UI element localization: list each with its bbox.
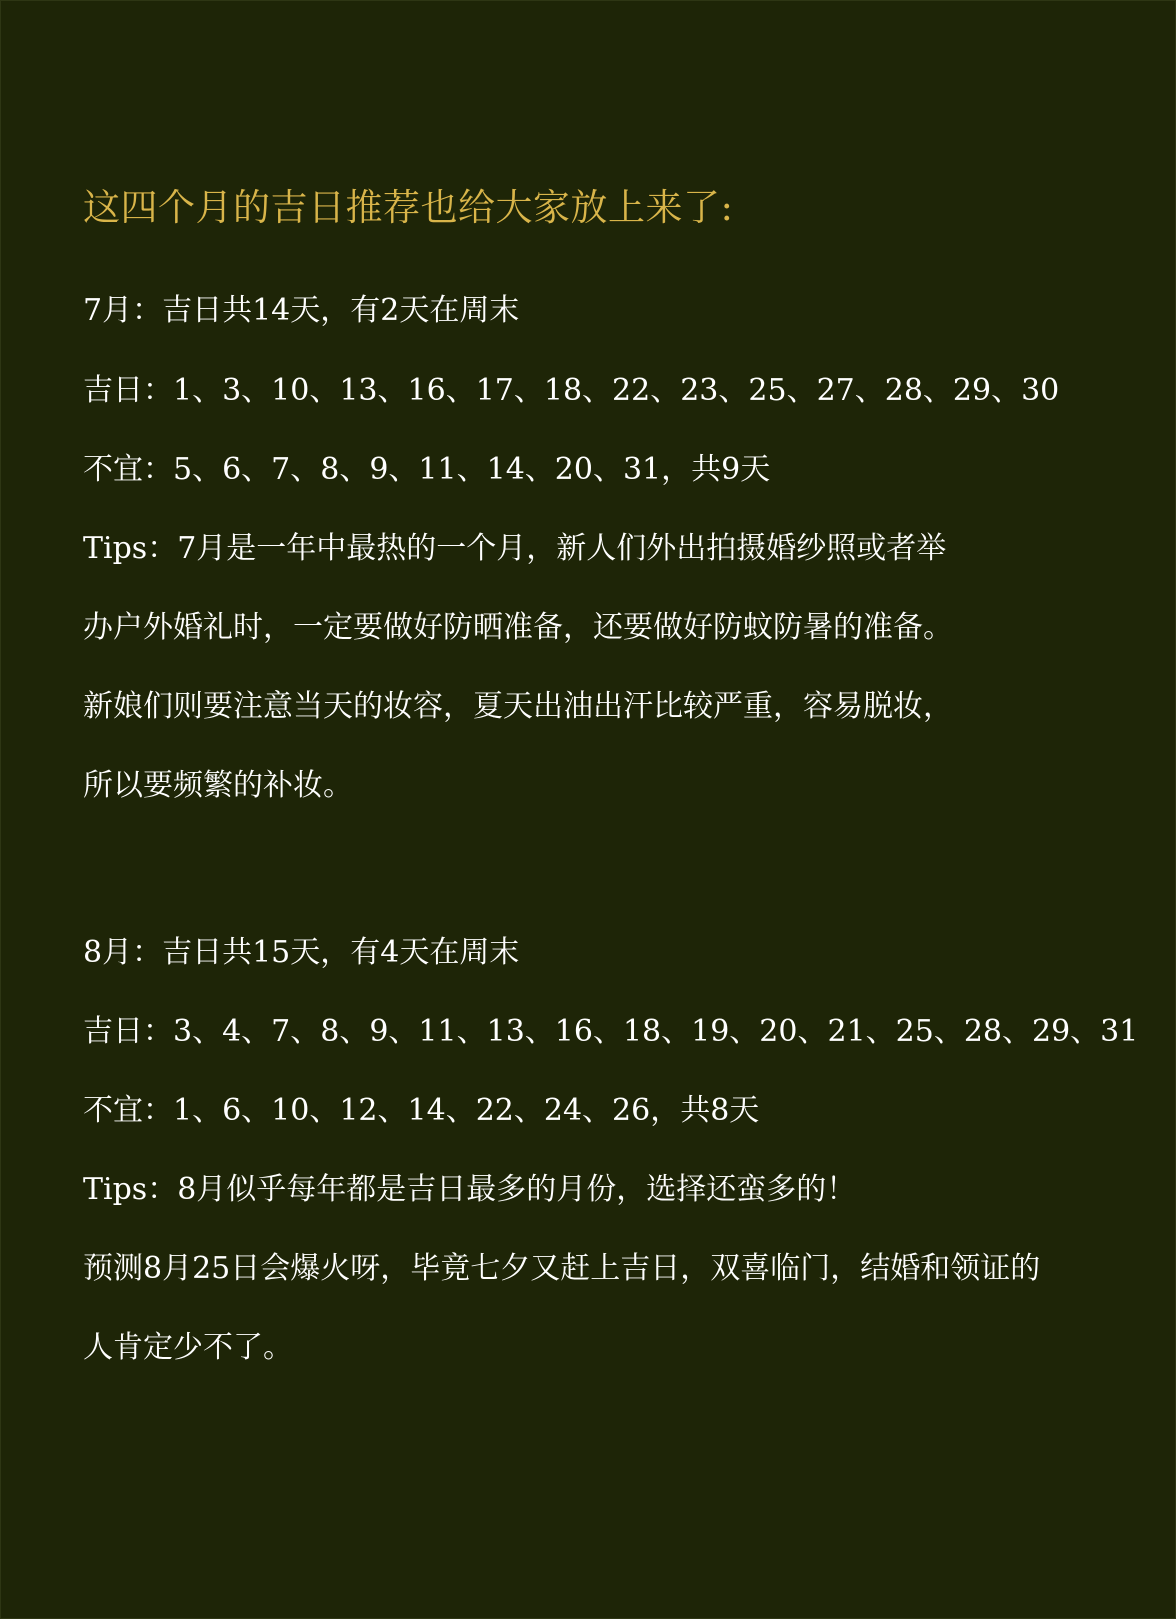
- august-tips-line-2: 预测8月25日会爆火呀，毕竟七夕又赶上吉日，双喜临门，结婚和领证的: [83, 1251, 1041, 1286]
- july-summary: 7月：吉日共14天，有2天在周末: [83, 293, 520, 328]
- july-bad-days: 不宜：5、6、7、8、9、11、14、20、31，共9天: [83, 452, 771, 487]
- july-tips-line-2: 办户外婚礼时，一定要做好防晒准备，还要做好防蚊防暑的准备。: [83, 610, 953, 645]
- august-bad-days: 不宜：1、6、10、12、14、22、24、26，共8天: [83, 1093, 760, 1128]
- july-good-days: 吉日：1、3、10、13、16、17、18、22、23、25、27、28、29、30: [83, 373, 1060, 408]
- july-tips-line-1: Tips：7月是一年中最热的一个月，新人们外出拍摄婚纱照或者举: [83, 531, 947, 566]
- august-tips-line-1: Tips：8月似乎每年都是吉日最多的月份，选择还蛮多的！: [83, 1172, 857, 1207]
- august-tips-line-3: 人肯定少不了。: [83, 1330, 293, 1365]
- august-good-days: 吉日：3、4、7、8、9、11、13、16、18、19、20、21、25、28、29、31: [83, 1014, 1139, 1049]
- july-tips-line-3: 新娘们则要注意当天的妆容，夏天出油出汗比较严重，容易脱妆，: [83, 689, 953, 724]
- page-heading: 这四个月的吉日推荐也给大家放上来了:: [83, 186, 734, 229]
- august-summary: 8月：吉日共15天，有4天在周末: [83, 935, 520, 970]
- july-tips-line-4: 所以要频繁的补妆。: [83, 768, 353, 803]
